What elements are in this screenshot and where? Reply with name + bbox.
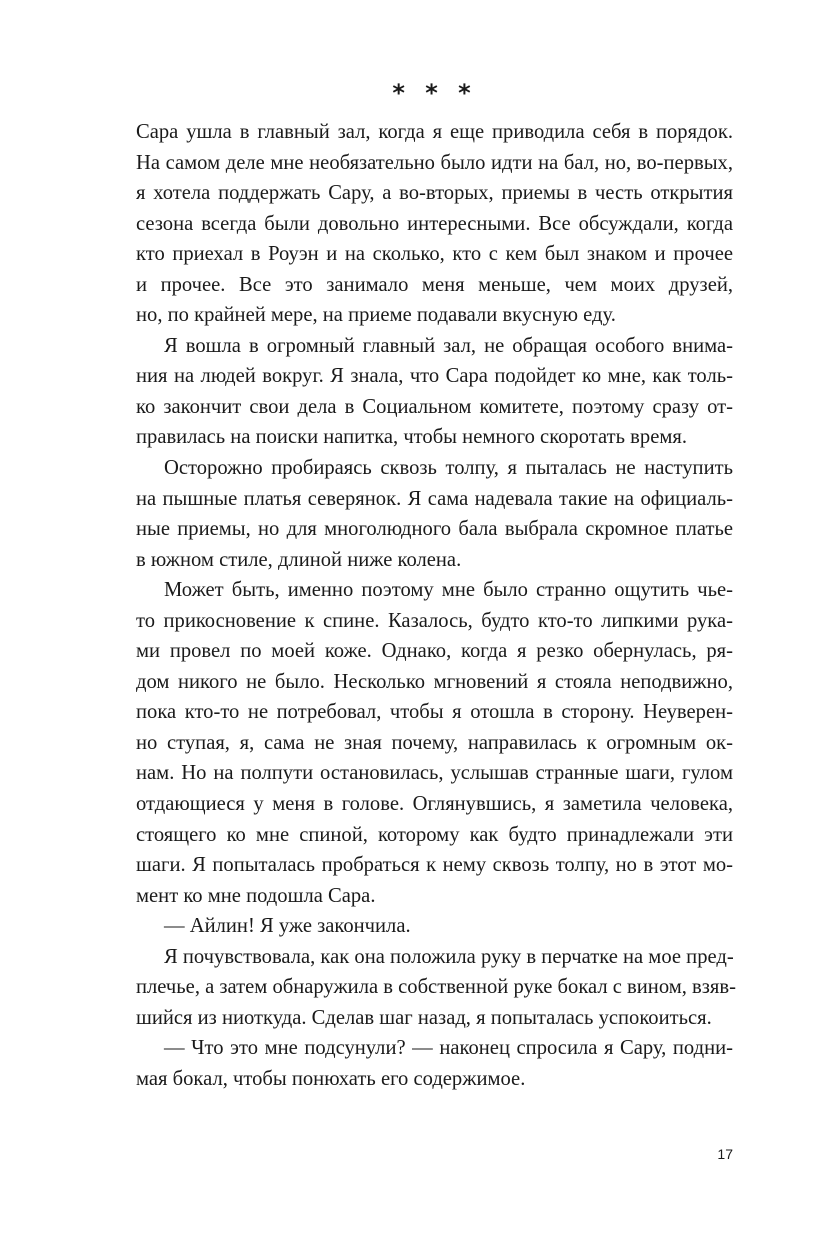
text-line: правилась на поиски напитка, чтобы немного скоротать время. xyxy=(136,426,687,449)
text-line: но ступая, я, сама не зная почему, направилась к огромным ок- xyxy=(136,731,733,754)
section-separator: * * * xyxy=(392,79,477,107)
text-line: На самом деле мне необязательно было идти на бал, но, во-первых, xyxy=(136,151,733,174)
paragraph xyxy=(136,575,733,911)
text-line: шаги. Я попыталась пробраться к нему сквозь толпу, но в этот мо- xyxy=(136,854,733,877)
text-line: то прикосновение к спине. Казалось, будто кто-то липкими рука- xyxy=(136,609,733,632)
text-line: ко закончит свои дела в Социальном комитете, поэтому сразу от- xyxy=(136,395,733,418)
paragraph xyxy=(136,911,733,942)
text-line: ные приемы, но для многолюдного бала выбрала скромное платье xyxy=(136,518,733,541)
paragraph xyxy=(136,117,733,331)
text-line: плечье, а затем обнаружила в собственной руке бокал с вином, взяв- xyxy=(136,976,736,999)
text-line: отдающиеся у меня в голове. Оглянувшись, я заметила человека, xyxy=(136,793,733,816)
text-line: в южном стиле, длиной ниже колена. xyxy=(136,548,462,571)
text-line: пока кто-то не потребовал, чтобы я отошла в сторону. Неуверен- xyxy=(136,701,733,724)
text-line: ния на людей вокруг. Я знала, что Сара подойдет ко мне, как толь- xyxy=(136,365,733,388)
paragraph xyxy=(136,453,733,575)
text-line: сезона всегда были довольно интересными. Все обсуждали, когда xyxy=(136,212,733,235)
text-line: — Айлин! Я уже закончила. xyxy=(164,915,411,938)
page-number: 17 xyxy=(717,1146,733,1162)
paragraph xyxy=(136,1033,733,1094)
text-line: на пышные платья северянок. Я сама надевала такие на официаль- xyxy=(136,487,733,510)
text-line: Может быть, именно поэтому мне было странно ощутить чье- xyxy=(164,579,733,602)
paragraph xyxy=(136,331,733,453)
text-line: дом никого не было. Несколько мгновений я стояла неподвижно, xyxy=(136,670,733,693)
text-line: кто приехал в Роуэн и на сколько, кто с кем был знаком и прочее xyxy=(136,243,733,266)
text-line: нам. Но на полпути остановилась, услышав странные шаги, гулом xyxy=(136,762,733,785)
paragraph xyxy=(136,942,736,1034)
text-line: Я почувствовала, как она положила руку в перчатке на мое пред- xyxy=(164,945,734,968)
text-line: — Что это мне подсунули? — наконец спросила я Сару, подни- xyxy=(164,1037,733,1060)
text-line: Сара ушла в главный зал, когда я еще приводила себя в порядок. xyxy=(136,121,733,143)
page-body xyxy=(136,78,736,1095)
text-line: Осторожно пробираясь сквозь толпу, я пыталась не наступить xyxy=(164,457,733,480)
text-line: я хотела поддержать Сару, а во-вторых, приемы в честь открытия xyxy=(136,182,733,205)
text-line: стоящего ко мне спиной, которому как будто принадлежали эти xyxy=(136,823,733,846)
text-line: шийся из ниоткуда. Сделав шаг назад, я попыталась успокоиться. xyxy=(136,1006,712,1029)
text-line: ми провел по моей коже. Однако, когда я резко обернулась, ря- xyxy=(136,640,733,663)
text-line: Я вошла в огромный главный зал, не обращая особого внима- xyxy=(164,334,733,357)
text-line: мент ко мне подошла Сара. xyxy=(136,884,376,907)
body-text xyxy=(136,117,736,1095)
text-line: мая бокал, чтобы понюхать его содержимое. xyxy=(136,1067,526,1090)
text-line: но, по крайней мере, на приеме подавали вкусную еду. xyxy=(136,304,616,327)
text-line: и прочее. Все это занимало меня меньше, чем моих друзей, xyxy=(136,273,733,296)
